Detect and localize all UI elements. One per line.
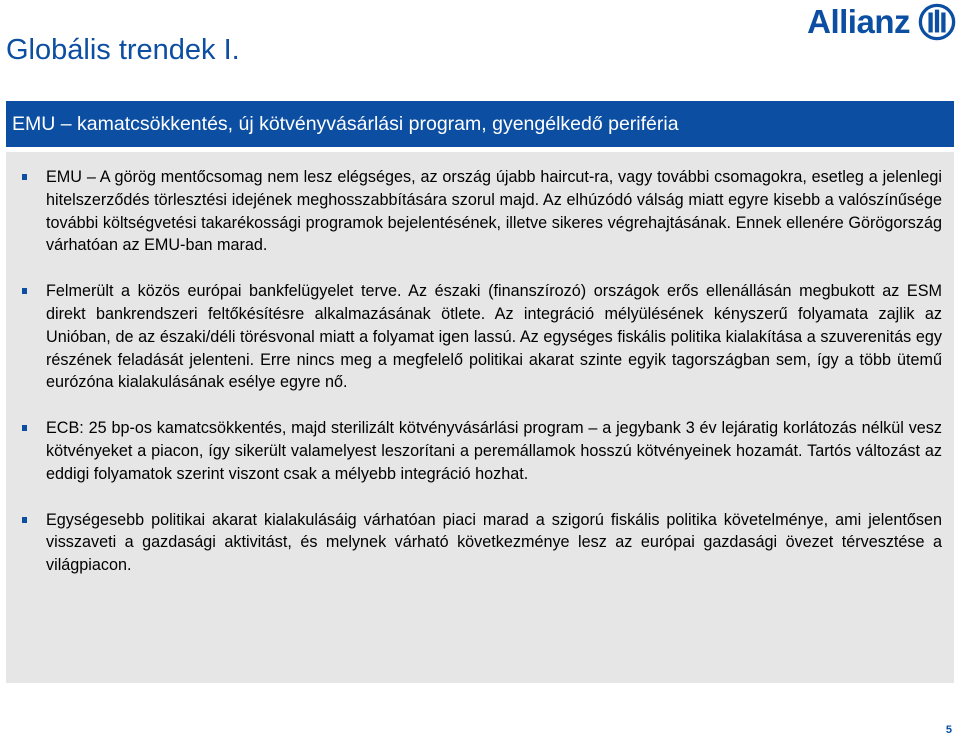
bullet-list xyxy=(20,166,942,577)
bullet-square-icon xyxy=(22,517,27,523)
bullet-item xyxy=(20,509,942,577)
bullet-text: EMU – A görög mentőcsomag nem lesz elégséges, az ország újabb haircut-ra, vagy további csomagokra, esetleg a jelenlegi hitelszerződés törlesztési idejének meghosszabbítására szorul majd. Az elhúzódó válság miatt egyre kisebb a valószínűsége további költségvetési takarékossági programok bejelentésének, illetve sikeres végrehajtásának. Ennek ellenére Görögország várhatóan az EMU-ban marad. xyxy=(46,168,942,255)
logo-wordmark: Allianz xyxy=(807,3,910,40)
bullet-text: ECB: 25 bp-os kamatcsökkentés, majd sterilizált kötvényvásárlási program – a jegybank 3 év lejáratig korlátozás nélkül vesz kötvényeket a piacon, így sikerült valamelyest leszorítani a peremállamok hosszú kötvényeinek hozamát. Tartós változást az eddigi folyamatok szerint viszont csak a mélyebb integráció hozhat. xyxy=(46,419,942,483)
allianz-logo xyxy=(807,2,956,42)
page-number: 5 xyxy=(945,724,952,736)
bullet-square-icon xyxy=(22,425,27,431)
allianz-eagle-icon xyxy=(918,3,956,41)
bullet-square-icon xyxy=(22,174,27,180)
section-banner: EMU – kamatcsökkentés, új kötvényvásárlási program, gyengélkedő periféria xyxy=(6,101,954,147)
bullet-square-icon xyxy=(22,288,27,294)
page-title: Globális trendek I. xyxy=(6,34,240,66)
bullet-item xyxy=(20,417,942,485)
bullet-item xyxy=(20,166,942,257)
content-panel xyxy=(6,152,954,683)
bullet-text: Egységesebb politikai akarat kialakulásáig várhatóan piaci marad a szigorú fiskális politika követelménye, ami jelentősen visszaveti a gazdasági aktivitást, és melynek várható következménye lesz az európai gazdasági övezet térvesztése a világpiacon. xyxy=(46,510,942,575)
bullet-text: Felmerült a közös európai bankfelügyelet terve. Az északi (finanszírozó) országok erős ellenállásán megbukott az ESM direkt bankrendszeri feltőkésítésre alkalmazásának ötlete. Az integráció mélyülésének kényszerű folyamata zajlik az Unióban, de az északi/déli törésvonal miatt a folyamat igen lassú. Az egységes fiskális politika kialakítása a szuverenitás egy részének feladását jelenteni. Erre nincs meg a megfelelő politikai akarat szinte egyik tagországban sem, így a több ütemű eurózóna kialakulásának esélye egyre nő. xyxy=(46,282,942,392)
bullet-item xyxy=(20,280,942,394)
